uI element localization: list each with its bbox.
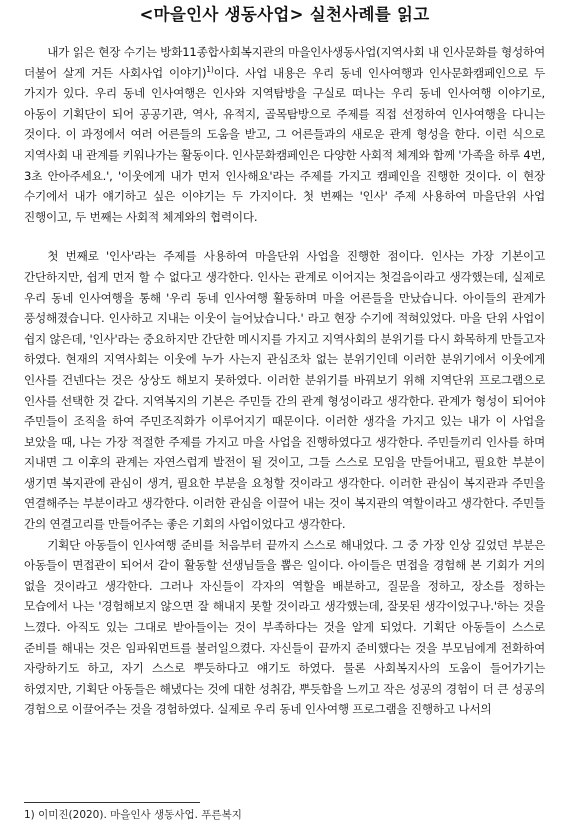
paragraph-greeting-theme: 첫 번째로 '인사'라는 주제를 사용하여 마을단위 사업을 진행한 점이다. 인사는 가장 기본이고 간단하지만, 쉽게 먼저 할 수 없다고 생각한다. 인사는 관계로 이어지는 첫걸음이라고 생각했는데, 실제로 우리 동네 인사여행을 통해 '우리 동네 인사여행 활동하며 마을 어른들을 만났습니다. 아이들의 관계가 풍성해졌습니다. 인사하고 지내는 이웃이 늘어났습니다.' 라고 현장 수기에 적혀있었다. 마을 단위 사업이 쉽지 않은데, '인사'라는 중요하지만 간단한 메시지를 가지고 지역사회의 분위기를 다시 화목하게 만들고자 하였다. 현재의 지역사회는 이웃에 누가 사는지 관심조차 없는 분위기인데 이러한 분위기에서 이웃에게 인사를 건넨다는 것은 상상도 해보지 못하였다. 이러한 분위기를 바꿔보기 위해 지역단위 프로그램으로 인사를 선택한 것 같다. 지역복지의 기본은 주민들 간의 관계 형성이라고 생각한다. 관계가 형성이 되어야 주민들이 조직을 하여 주민조직화가 이루어지기 때문이다. 이러한 생각을 가지고 있는 내가 이 사업을 보았을 때, 나는 가장 적절한 주제를 가지고 마을 사업을 진행하였다고 생각한다. 주민들끼리 인사를 하며 지내면 그 이후의 관계는 자연스럽게 발전이 될 것이고, 그들 스스로 모임을 만들어내고, 필요한 부분이 생기면 복지관에 관심이 생겨, 필요한 부분을 요청할 것이라고 생각한다. 이러한 관심이 복지관과 주민을 연결해주는 부분이라고 생각한다. 이러한 관심을 이끌어 내는 것이 복지관의 역할이라고 생각한다. 주민들 간의 연결고리를 만들어주는 좋은 기회의 사업이었다고 생각한다. <box>24 249 545 532</box>
paragraph-planning-team: 기획단 아동들이 인사여행 준비를 처음부터 끝까지 스스로 해내었다. 그 중 가장 인상 깊었던 부분은 아동들이 면접관이 되어서 같이 활동할 선생님들을 뽑은 일이다. 아이들은 면접을 경험해 본 기회가 거의 없을 것이라고 생각한다. 그러나 자신들이 각자의 역할을 배분하고, 질문을 정하고, 장소를 정하는 모습에서 나는 '경험해보지 않으면 잘 해내지 못할 것이라고 생각했는데, 잘못된 생각이었구나.'하는 것을 느꼈다. 아직도 있는 그대로 받아들이는 것이 부족하다는 것을 알게 되었다. 기획단 아동들이 스스로 준비를 해내는 것은 임파워먼트를 불러일으켰다. 자신들이 끝까지 준비했다는 것을 부모님에게 전화하여 자랑하기도 하고, 자기 스스로 뿌듯하다고 얘기도 하였다. 물론 사회복지사의 도움이 들어가기는 하였지만, 기획단 아동들은 해냈다는 것에 대한 성취감, 뿌듯함을 느끼고 작은 성공의 경험이 더 큰 성공의 경험으로 이끌어주는 것을 경험하였다. 실제로 우리 동네 인사여행 프로그램을 진행하고 나서의 <box>24 537 545 717</box>
paragraph-intro <box>24 42 545 227</box>
footnote-divider <box>24 802 200 803</box>
paragraph-intro-text: 내가 읽은 현장 수기는 방화11종합사회복지관의 마을인사생동사업(지역사회 내 인사문화를 형성하여 더불어 살게 거든 사회사업 이야기) <box>24 45 545 80</box>
document-body <box>24 42 545 720</box>
paragraph-intro-text-cont: 이다. 사업 내용은 우리 동네 인사여행과 인사문화캠페인으로 두 가지가 있다. 우리 동네 인사여행은 인사와 지역탐방을 구실로 떠나는 우리 동네 인사여행 이야기로, 아동이 기획단이 되어 공공기관, 역사, 유적지, 골목탐방으로 주제를 직접 선정하여 인사여행을 다니는 것이다. 이 과정에서 여러 어른들의 도움을 받고, 그 어른들과의 새로운 관계 형성을 한다. 이런 식으로 지역사회 내 관계를 키워나가는 활동이다. 인사문화캠페인은 다양한 사회적 체계와 함께 '가족을 하루 4번, 3초 안아주세요.', '이웃에게 내가 먼저 인사해요'라는 주제를 가지고 캠페인을 진행한 것이다. 이 현장 수기에서 내가 얘기하고 싶은 이야기는 두 가지이다. 첫 번째는 '인사' 주제 사용하여 마을단위 사업 진행이고, 두 번째는 사회적 체계와의 협력이다. <box>24 65 545 224</box>
footnote: 1) 이미진(2020). 마을인사 생동사업. 푸른복지 <box>24 809 242 821</box>
footnote-marker[interactable]: 1) <box>206 64 214 74</box>
page-title: <마을인사 생동사업> 실천사례를 읽고 <box>139 5 430 24</box>
